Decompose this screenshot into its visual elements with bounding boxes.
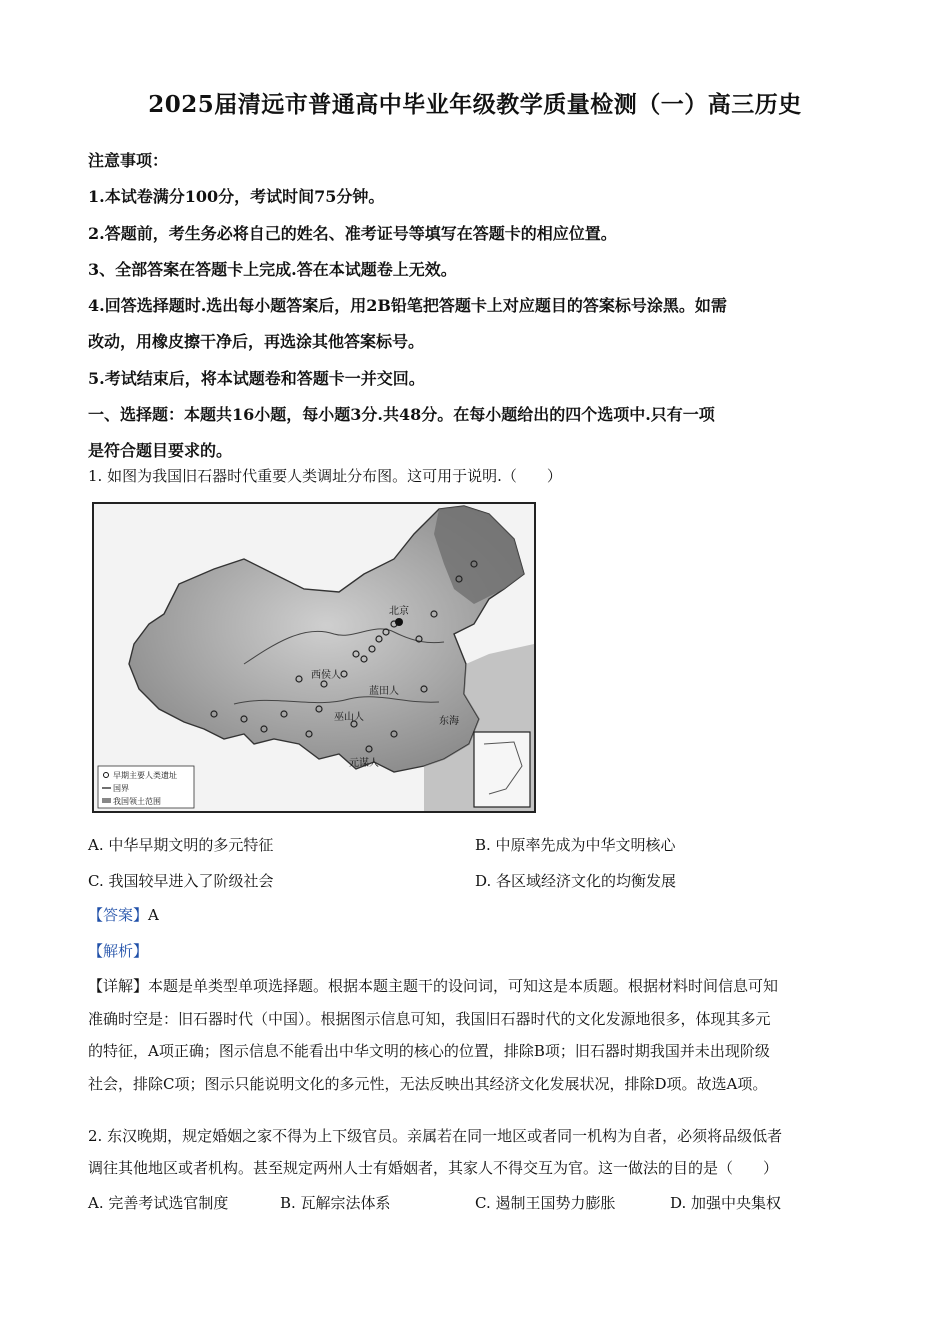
q1-option-b[interactable]: B. 中原率先成为中华文明核心	[475, 836, 676, 854]
detail-line: 社会，排除C项；图示只能说明文化的多元性，无法反映出其经济文化发展状况，排除D项。故选A项。	[88, 1074, 768, 1093]
q1-option-a[interactable]: A. 中华早期文明的多元特征	[88, 836, 274, 854]
q2-stem-line: 2. 东汉晚期，规定婚姻之家不得为上下级官员。亲属若在同一地区或者同一机构为自者，必须将品级低者	[88, 1127, 783, 1145]
china-map-figure	[94, 504, 534, 811]
notice-item: 改动，用橡皮擦干净后，再选涂其他答案标号。	[88, 332, 425, 352]
notice-section	[88, 143, 868, 470]
detail-line: 的特征，A项正确；图示信息不能看出中华文明的核心的位置，排除B项；旧石器时期我国并未出现阶级	[88, 1042, 770, 1060]
answer-line	[88, 904, 159, 925]
paleolithic-sites-map	[92, 502, 536, 813]
notice-heading: 注意事项：	[88, 151, 169, 170]
notice-item: 4.回答选择题时.选出每小题答案后，用2B铅笔把答题卡上对应题目的答案标号涂黑。如需	[88, 296, 727, 316]
map-legend	[98, 766, 194, 808]
q2-stem-line: 调往其他地区或者机构。甚至规定两州人士有婚姻者，其家人不得交互为官。这一做法的目的是（ ）	[88, 1159, 779, 1177]
q2-option-c[interactable]: C. 遏制王国势力膨胀	[475, 1194, 616, 1212]
notice-item: 3、全部答案在答题卡上完成.答在本试题卷上无效。	[88, 259, 457, 279]
q2-option-a[interactable]: A. 完善考试选官制度	[88, 1194, 229, 1212]
section-heading-line: 一、选择题：本题共16小题，每小题3分.共48分。在每小题给出的四个选项中.只有一项	[88, 405, 715, 425]
map-label: 北京	[389, 606, 409, 617]
legend-entry: 我国领土范围	[113, 797, 161, 806]
detail-line: 【详解】本题是单类型单项选择题。根据本题主题干的设问词，可知这是本质题。根据材料时间信息可知	[88, 977, 779, 995]
question-1-stem: 1. 如图为我国旧石器时代重要人类调址分布图。这可用于说明.（ ）	[88, 467, 562, 485]
capital-marker	[395, 618, 403, 626]
map-label: 蓝田人	[369, 686, 399, 697]
q2-option-b[interactable]: B. 瓦解宗法体系	[280, 1194, 391, 1212]
answer-tag: 【答案】	[88, 906, 149, 924]
map-label: 巫山人	[334, 712, 364, 723]
question-2-stem	[88, 1120, 868, 1184]
section-heading-line: 是符合题目要求的。	[88, 441, 233, 461]
q1-option-c[interactable]: C. 我国较早进入了阶级社会	[88, 872, 274, 890]
map-label: 东海	[439, 716, 459, 727]
page-title: 2025届清远市普通高中毕业年级教学质量检测（一）高三历史	[148, 91, 802, 118]
map-label: 西侯人	[311, 670, 341, 681]
q2-option-d[interactable]: D. 加强中央集权	[670, 1194, 782, 1212]
analysis-detail	[88, 970, 863, 1100]
notice-item: 2.答题前，考生务必将自己的姓名、准考证号等填写在答题卡的相应位置。	[88, 223, 617, 243]
q1-option-d[interactable]: D. 各区域经济文化的均衡发展	[475, 872, 677, 890]
answer-value: A	[148, 906, 159, 924]
analysis-tag: 【解析】	[88, 942, 149, 960]
legend-entry: 早期主要人类遗址	[113, 771, 177, 780]
legend-entry: 国界	[113, 784, 129, 793]
notice-item: 5.考试结束后，将本试题卷和答题卡一并交回。	[88, 368, 425, 388]
legend-territory-icon	[102, 798, 111, 803]
map-label: 元谋人	[349, 758, 379, 769]
detail-line: 准确时空是：旧石器时代（中国）。根据图示信息可知，我国旧石器时代的文化发源地很多，体现其多元	[88, 1009, 771, 1028]
notice-item: 1.本试卷满分100分，考试时间75分钟。	[88, 187, 385, 207]
